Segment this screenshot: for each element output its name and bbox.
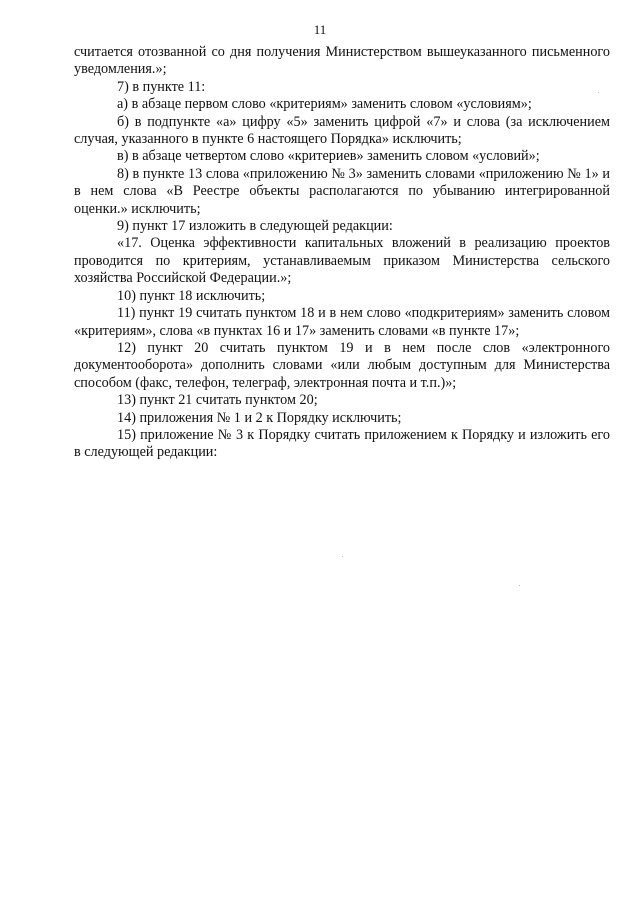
scan-speck: [598, 92, 599, 93]
page-number: 11: [313, 22, 327, 37]
paragraph-item-7v: в) в абзаце четвертом слово «критериев» заменить словом «условий»;: [117, 148, 540, 165]
paragraph-item-9: 9) пункт 17 изложить в следующей редакции:: [117, 218, 393, 235]
paragraph-item-8: 8) в пункте 13 слова «приложению № 3» заменить словами «приложению № 1» и в нем слова «В Реестре объекты располагаются по убыванию интегрированной оценки.» исключить;: [74, 165, 610, 217]
paragraph-item-12: 12) пункт 20 считать пунктом 19 и в нем после слов «электронного документооборота» дополнить словами «или любым доступным для Министерства способом (факс, телефон, телеграф, электронная почта и т.п.)»;: [74, 339, 610, 391]
paragraph-item-7a: а) в абзаце первом слово «критериям» заменить словом «условиям»;: [117, 96, 532, 113]
paragraph-item-7b: б) в подпункте «а» цифру «5» заменить цифрой «7» и слова (за исключением случая, указанного в пункте 6 настоящего Порядка» исключить;: [74, 113, 610, 148]
paragraph-item-10: 10) пункт 18 исключить;: [117, 287, 266, 304]
document-body: [74, 44, 610, 462]
scan-speck: [519, 585, 520, 586]
paragraph-item-11: 11) пункт 19 считать пунктом 18 и в нем слово «подкритериям» заменить словом «критериям», слова «в пунктах 16 и 17» заменить словами «в пункте 17»;: [74, 305, 610, 339]
paragraph-item-13: 13) пункт 21 считать пунктом 20;: [117, 392, 318, 409]
paragraph-item-7: 7) в пункте 11:: [117, 78, 206, 95]
paragraph-item-15: 15) приложение № 3 к Порядку считать приложением к Порядку и изложить его в следующей редакции:: [74, 426, 610, 461]
paragraph-quote-17: «17. Оценка эффективности капитальных вложений в реализацию проектов проводится по критериям, устанавливаемым приказом Министерства сельского хозяйства Российской Федерации.»;: [74, 235, 610, 287]
paragraph-continuation: считается отозванной со дня получения Министерством вышеуказанного письменного уведомления.»;: [74, 44, 610, 78]
scan-speck: [342, 556, 343, 557]
paragraph-item-14: 14) приложения № 1 и 2 к Порядку исключить;: [117, 409, 402, 426]
